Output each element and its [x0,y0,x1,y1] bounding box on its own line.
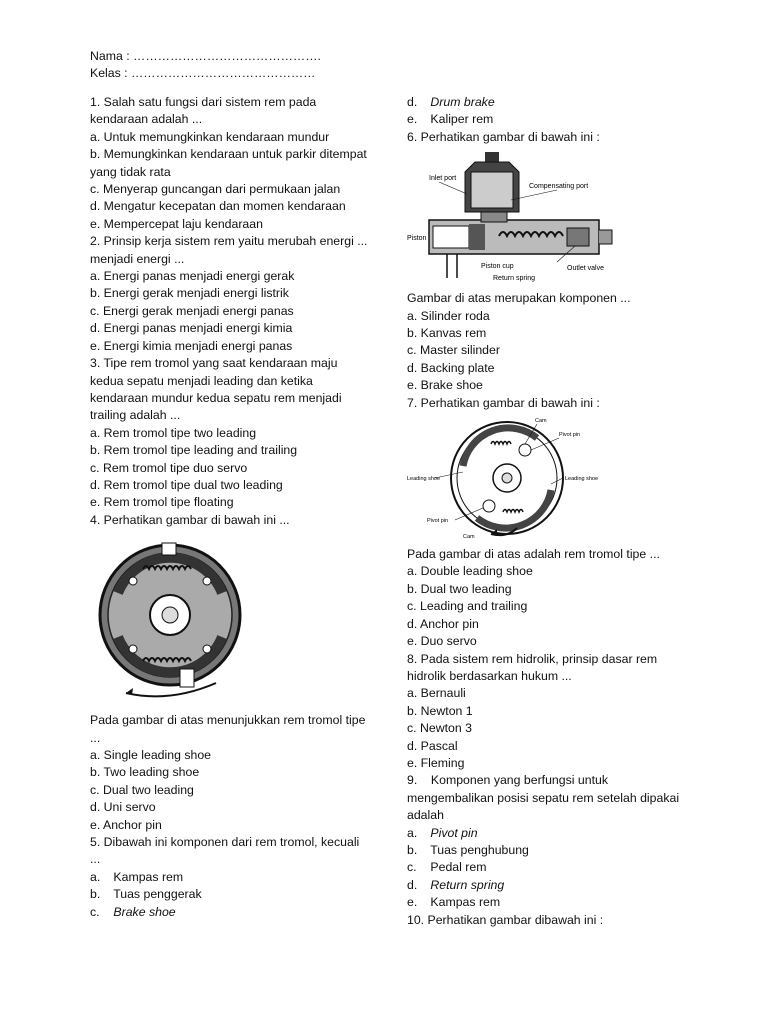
option-text: Kaliper rem [430,112,494,127]
option-letter: a. [90,869,101,884]
question-2 [90,233,370,355]
option-text: Pedal rem [430,860,487,875]
piston-cup-label: Piston cup [481,263,514,271]
question-10-stem: 10. Perhatikan gambar dibawah ini : [407,912,604,927]
question-1-option-c: c. Menyerap guncangan dari permukaan jalan [90,182,341,197]
question-5-option-c [90,904,370,921]
question-6-option-c: c. Master silinder [407,343,500,358]
right-column [407,94,687,929]
question-6-stem: 6. Perhatikan gambar di bawah ini : [407,129,600,144]
question-2-option-a: a. Energi panas menjadi energi gerak [90,269,295,284]
question-4-option-c: c. Dual two leading [90,782,194,797]
question-4-option-e: e. Anchor pin [90,817,162,832]
question-5-option-e [407,111,687,128]
option-text: Drum brake [430,95,495,109]
option-letter: c. [90,904,100,919]
option-text: Brake shoe [113,904,176,919]
cam-top-label: Cam [535,418,547,425]
question-2-option-e: e. Energi kimia menjadi energi panas [90,338,293,353]
outlet-valve-label: Outlet valve [567,265,604,273]
question-6 [407,129,687,395]
name-field: Nama : ………………………………………. [90,49,321,63]
option-text: Kampas rem [113,869,184,884]
question-5-option-b [90,886,370,903]
question-9-option-d [407,877,687,894]
question-6-option-d: d. Backing plate [407,360,495,375]
question-5-option-d [407,94,687,111]
question-8 [407,651,687,773]
question-3-option-b: b. Rem tromol tipe leading and trailing [90,443,298,458]
question-5-option-a [90,869,370,886]
question-9-option-c [407,859,687,876]
question-2-option-b: b. Energi gerak menjadi energi listrik [90,286,289,301]
left-column [90,94,370,921]
question-4-option-d: d. Uni servo [90,800,156,815]
question-5 [90,834,370,921]
question-4-stem: 4. Perhatikan gambar di bawah ini ... [90,512,290,527]
question-3-option-c: c. Rem tromol tipe duo servo [90,460,248,475]
question-1 [90,94,370,233]
question-1-stem: 1. Salah satu fungsi dari sistem rem pada kendaraan adalah ... [90,95,317,127]
question-1-option-b: b. Memungkinkan kendaraan untuk parkir ditempat yang tidak rata [90,147,367,179]
question-1-option-d: d. Mengatur kecepatan dan momen kendaraan [90,199,346,214]
option-text: Tuas penggerak [113,887,202,902]
option-letter: e. [407,112,418,127]
option-letter: e. [407,895,418,910]
master-cylinder-figure [407,150,622,286]
question-1-option-e: e. Mempercepat laju kendaraan [90,216,263,231]
question-6-caption: Gambar di atas merupakan komponen ... [407,291,631,306]
question-3-stem: 3. Tipe rem tromol yang saat kendaraan maju kedua sepatu menjadi leading dan ketika kendaraan mundur kedua sepatu rem menjadi trailing adalah ... [90,356,342,423]
question-5-continued [407,94,687,129]
question-4-caption: Pada gambar di atas menunjukkan rem tromol tipe ... [90,713,366,745]
leading-shoe-brake-figure [407,416,607,542]
cam-bottom-label: Cam [463,534,475,541]
question-3-option-d: d. Rem tromol tipe dual two leading [90,477,283,492]
leading-shoe-right-label: Leading shoe [565,476,599,483]
question-7-caption: Pada gambar di atas adalah rem tromol tipe ... [407,547,660,562]
question-8-option-a: a. Bernauli [407,686,466,701]
question-6-option-a: a. Silinder roda [407,308,490,323]
option-text: Tuas penghubung [430,842,529,857]
question-7-option-d: d. Anchor pin [407,616,479,631]
option-letter: c. [407,860,417,875]
question-4-option-a: a. Single leading shoe [90,747,212,762]
question-6-option-b: b. Kanvas rem [407,326,487,341]
question-7 [407,395,687,651]
question-8-option-d: d. Pascal [407,738,458,753]
question-8-option-e: e. Fleming [407,755,465,770]
question-7-option-e: e. Duo servo [407,634,477,649]
question-8-stem: 8. Pada sistem rem hidrolik, prinsip dasar rem hidrolik berdasarkan hukum ... [407,651,658,683]
option-text: Return spring [430,877,505,892]
question-2-option-d: d. Energi panas menjadi energi kimia [90,321,293,336]
option-letter: a. [407,825,418,840]
question-2-stem: 2. Prinsip kerja sistem rem yaitu merubah energi ... menjadi energi ... [90,234,368,266]
question-7-stem: 7. Perhatikan gambar di bawah ini : [407,395,600,410]
compensating-port-label: Compensating port [529,183,589,191]
question-4 [90,512,370,834]
question-3 [90,355,370,512]
question-5-stem: 5. Dibawah ini komponen dari rem tromol, kecuali ... [90,835,360,867]
question-1-option-a: a. Untuk memungkinkan kendaraan mundur [90,129,330,144]
question-9-stem: 9. Komponen yang berfungsi untuk mengembalikan posisi sepatu rem setelah dipakai adalah [407,773,683,823]
option-letter: b. [90,887,101,902]
class-field: Kelas : ……………………………………… [90,66,316,81]
question-4-option-b: b. Two leading shoe [90,765,200,780]
question-7-option-a: a. Double leading shoe [407,564,533,579]
question-8-option-b: b. Newton 1 [407,703,473,718]
question-6-option-e: e. Brake shoe [407,378,483,393]
question-10 [407,912,687,929]
option-text: Kampas rem [430,895,501,910]
pivot-pin-bottom-label: Pivot pin [427,518,449,525]
option-text: Pivot pin [430,825,478,840]
pivot-pin-top-label: Pivot pin [559,432,581,439]
option-letter: d. [407,95,418,109]
question-9-option-b [407,842,687,859]
question-9-option-a [407,825,687,842]
question-2-option-c: c. Energi gerak menjadi energi panas [90,303,294,318]
question-3-option-a: a. Rem tromol tipe two leading [90,425,257,440]
question-9 [407,772,687,911]
return-spring-label: Return spring [493,275,536,283]
question-9-option-e [407,894,687,911]
question-8-option-c: c. Newton 3 [407,721,472,736]
question-7-option-c: c. Leading and trailing [407,599,528,614]
piston-label: Piston [407,235,427,243]
student-header [90,48,321,83]
inlet-port-label: Inlet port [429,175,457,183]
option-letter: d. [407,877,418,892]
drum-brake-figure [98,533,248,708]
option-letter: b. [407,842,418,857]
leading-shoe-left-label: Leading shoe [407,476,441,483]
question-7-option-b: b. Dual two leading [407,581,512,596]
question-3-option-e: e. Rem tromol tipe floating [90,495,234,510]
